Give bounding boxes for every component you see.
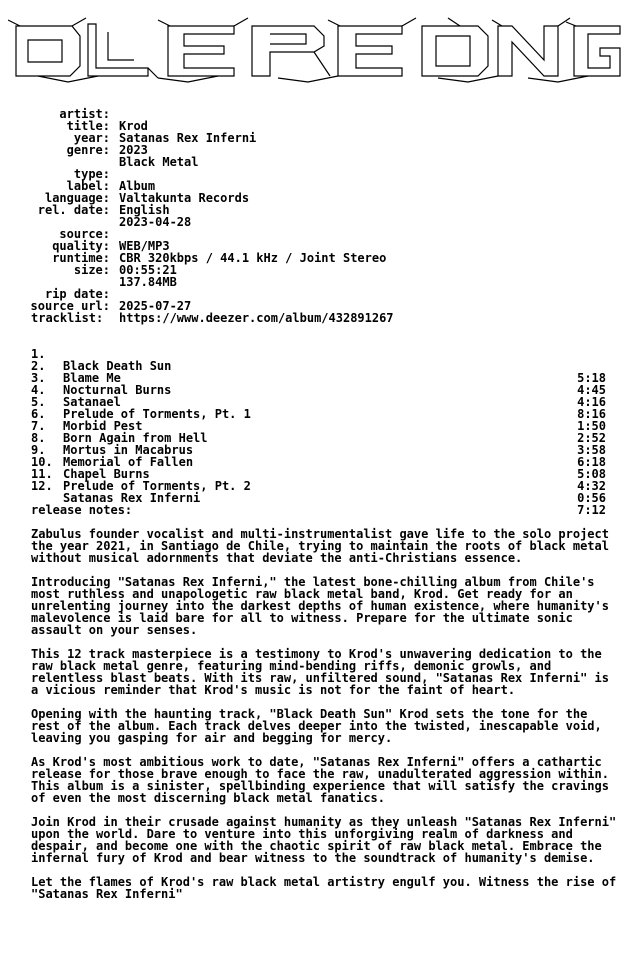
track-title: Morbid Pest (63, 419, 143, 433)
field-value: Satanas Rex Inferni (119, 131, 257, 145)
track-number: 9. (31, 443, 46, 457)
notes-paragraph: Introducing "Satanas Rex Inferni," the latest bone-chilling album from Chile's most ruthless and unapologetic raw black metal band, Krod. Get ready for an unrelenting journey into the darkest depths of human existence, where humanity's malevolence is laid bare for all to witness. Prepare for the ultimate sonic assault on your senses. (31, 575, 609, 637)
track-title: Nocturnal Burns (63, 383, 172, 397)
tracklist-heading: tracklist: (31, 311, 104, 325)
track-title: Black Death Sun (63, 359, 172, 373)
field-key: rip date: (44, 287, 110, 301)
field-value: English (119, 203, 170, 217)
track-duration: 4:32 (577, 479, 606, 493)
track-duration: 7:12 (577, 503, 606, 517)
notes-paragraph: This 12 track masterpiece is a testimony to Krod's unwavering dedication to the raw black metal genre, featuring mind-bending riffs, demonic growls, and relentless blast beats. With its raw, unfiltered sound, "Satanas Rex Inferni" is a vicious reminder that Krod's music is not for the faint of heart. (31, 647, 609, 697)
field-value: Valtakunta Records (119, 191, 250, 205)
field-value: 2023-04-28 (119, 215, 192, 229)
track-title: Satanael (63, 395, 121, 409)
field-key: quality: (52, 239, 110, 253)
track-title: Mortus in Macabrus (63, 443, 194, 457)
track-duration: 4:45 (577, 383, 606, 397)
track-number: 1. (31, 347, 46, 361)
field-key: language: (44, 191, 110, 205)
track-duration: 5:08 (577, 467, 606, 481)
field-value: CBR 320kbps / 44.1 kHz / Joint Stereo (119, 251, 387, 265)
field-value: 2025-07-27 (119, 299, 192, 313)
source-url-link[interactable]: https://www.deezer.com/album/432891267 (119, 311, 394, 325)
notes-paragraph: As Krod's most ambitious work to date, "Satanas Rex Inferni" offers a cathartic release for those brave enough to face the raw, unadulterated aggression within. This album is a sinister, spellbinding experience that will satisfy the cravings of even the most discerning black metal fanatics. (31, 755, 609, 805)
field-key: artist: (59, 107, 110, 121)
field-key: year: (73, 131, 110, 145)
track-duration: 4:16 (577, 395, 606, 409)
field-value: Krod (119, 119, 148, 133)
field-value: 00:55:21 (119, 263, 177, 277)
track-duration: 2:52 (577, 431, 606, 445)
track-title: Prelude of Torments, Pt. 1 (63, 407, 251, 421)
track-duration: 1:50 (577, 419, 606, 433)
track-number: 3. (31, 371, 46, 385)
track-number: 8. (31, 431, 46, 445)
track-duration: 6:18 (577, 455, 606, 469)
track-duration: 5:18 (577, 371, 606, 385)
track-number: 4. (31, 383, 46, 397)
track-title: Satanas Rex Inferni (63, 491, 201, 505)
notes-paragraph: Zabulus founder vocalist and multi-instrumentalist gave life to the solo project the year 2021, in Santiago de Chile, trying to maintain the roots of black metal without musical adornments that deviate the anti-Christians essence. (31, 527, 609, 565)
field-key: genre: (66, 143, 110, 157)
field-value: 2023 (119, 143, 148, 157)
field-key: title: (66, 119, 110, 133)
track-title: Blame Me (63, 371, 121, 385)
field-key: size: (73, 263, 110, 277)
field-key: runtime: (52, 251, 110, 265)
track-title: Memorial of Fallen (63, 455, 194, 469)
track-number: 2. (31, 359, 46, 373)
track-number: 6. (31, 407, 46, 421)
ascii-logo-art (8, 12, 624, 84)
ascii-logo-banner (8, 12, 624, 84)
field-key: type: (73, 167, 110, 181)
field-key: source: (59, 227, 110, 241)
notes-paragraph: Join Krod in their crusade against humanity as they unleash "Satanas Rex Inferni" upon the world. Dare to venture into this unforgiving realm of darkness and despair, and become one with the chaotic spirit of raw black metal. Embrace the infernal fury of Krod and bear witness to the soundtrack of humanity's demise. (31, 815, 617, 865)
track-number: 11. (31, 467, 53, 481)
track-duration: 8:16 (577, 407, 606, 421)
notes-paragraph: Opening with the haunting track, "Black Death Sun" Krod sets the tone for the rest of the album. Each track delves deeper into the twisted, inescapable void, leaving you gasping for air and begging for mercy. (31, 707, 602, 745)
field-value: 137.84MB (119, 275, 177, 289)
field-value: Album (119, 179, 156, 193)
track-duration: 0:56 (577, 491, 606, 505)
field-key: label: (66, 179, 110, 193)
field-value: WEB/MP3 (119, 239, 170, 253)
track-number: 10. (31, 455, 53, 469)
track-duration: 3:58 (577, 443, 606, 457)
track-number: 7. (31, 419, 46, 433)
field-key: rel. date: (37, 203, 110, 217)
track-number: 5. (31, 395, 46, 409)
track-title: Prelude of Torments, Pt. 2 (63, 479, 251, 493)
release-notes (31, 528, 621, 912)
release-notes-heading: release notes: (31, 503, 133, 517)
notes-paragraph: Let the flames of Krod's raw black metal artistry engulf you. Witness the rise of "Satanas Rex Inferni" (31, 875, 617, 901)
field-key: source url: (30, 299, 110, 313)
track-number: 12. (31, 479, 53, 493)
track-title: Chapel Burns (63, 467, 150, 481)
track-title: Born Again from Hell (63, 431, 208, 445)
field-value: Black Metal (119, 155, 199, 169)
